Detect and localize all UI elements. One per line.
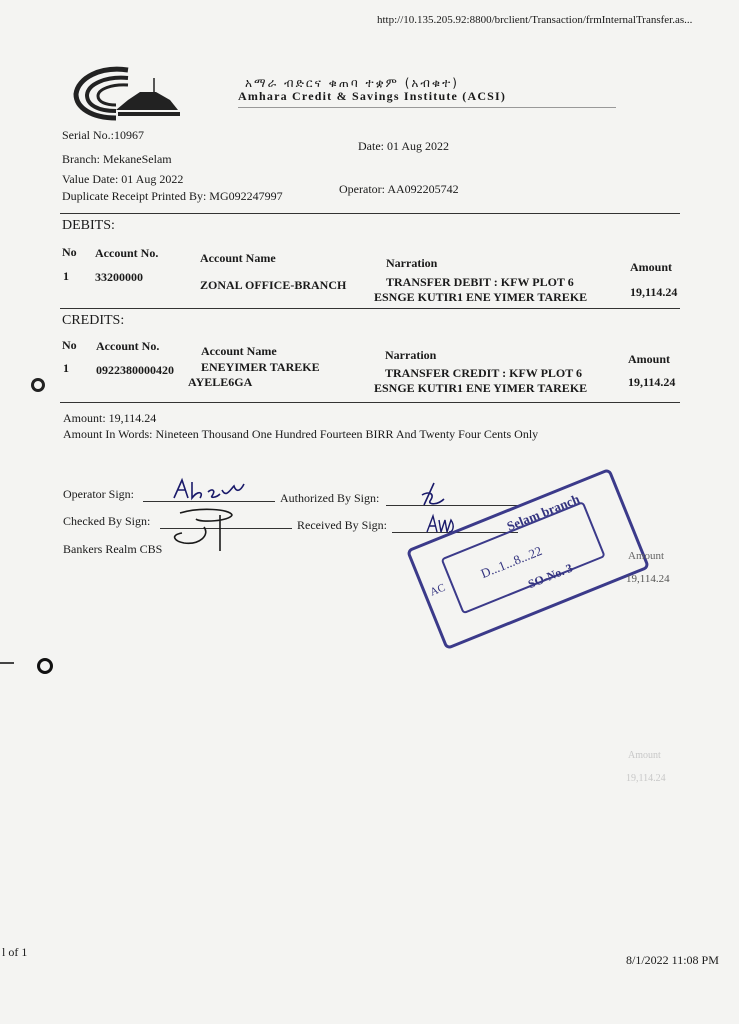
duplicate-printed-by: Duplicate Receipt Printed By: MG092247997: [62, 189, 283, 203]
credits-title: CREDITS:: [62, 313, 125, 328]
credit-row-account-name-line2: AYELE6GA: [188, 375, 253, 389]
authorized-sign-label: Authorized By Sign:: [280, 491, 380, 505]
header-divider: [238, 107, 616, 108]
debits-col-amount: Amount: [630, 260, 673, 274]
debits-col-no: No: [62, 245, 77, 259]
print-timestamp: 8/1/2022 11:08 PM: [626, 953, 719, 967]
browser-url: http://10.135.205.92:8800/brclient/Transaction/frmInternalTransfer.as...: [377, 14, 693, 26]
credit-row-account-no: 0922380000420: [96, 363, 174, 377]
checked-signature: [160, 505, 240, 553]
page-count: l of 1: [2, 945, 28, 959]
stamp-branch-text: Selam branch: [504, 491, 582, 534]
authorized-sign-line: [386, 505, 518, 506]
stamp-date-text: D...1...8...22: [478, 542, 545, 582]
credits-col-narration: Narration: [385, 348, 437, 362]
serial-number: Serial No.:10967: [62, 128, 144, 142]
bleed-amount-label: Amount: [628, 550, 665, 562]
org-name-english: Amhara Credit & Savings Institute (ACSI): [238, 89, 507, 103]
credit-row-amount: 19,114.24: [628, 375, 676, 389]
debits-title: DEBITS:: [62, 218, 115, 233]
authorized-signature: [418, 481, 448, 509]
edge-dash-mark: [0, 662, 14, 664]
credit-row-narration-line1: TRANSFER CREDIT : KFW PLOT 6: [385, 366, 583, 380]
debit-row-narration-line2: ESNGE KUTIR1 ENE YIMER TAREKE: [374, 290, 588, 304]
credit-row-account-name-line1: ENEYIMER TAREKE: [201, 360, 320, 374]
debits-col-narration: Narration: [386, 256, 438, 270]
debits-col-account-no: Account No.: [95, 246, 159, 260]
checked-sign-label: Checked By Sign:: [63, 514, 151, 528]
debit-row-no: 1: [63, 269, 69, 283]
credit-row-narration-line2: ESNGE KUTIR1 ENE YIMER TAREKE: [374, 381, 588, 395]
credit-row-no: 1: [63, 361, 69, 375]
system-name: Bankers Realm CBS: [63, 542, 163, 556]
operator-sign-label: Operator Sign:: [63, 487, 134, 501]
value-date: Value Date: 01 Aug 2022: [62, 172, 184, 186]
acsi-logo-icon: [70, 64, 190, 122]
debits-col-account-name: Account Name: [200, 251, 276, 265]
bleed-amount-label-2: Amount: [628, 750, 661, 761]
debit-row-amount: 19,114.24: [630, 285, 678, 299]
branch: Branch: MekaneSelam: [62, 152, 172, 166]
credits-top-rule: [60, 308, 680, 309]
operator-id: Operator: AA092205742: [339, 182, 459, 196]
debit-row-account-no: 33200000: [95, 270, 143, 284]
total-amount: Amount: 19,114.24: [63, 411, 157, 425]
amount-in-words: Amount In Words: Nineteen Thousand One Hundred Fourteen BIRR And Twenty Four Cents Only: [63, 427, 539, 441]
debit-row-account-name: ZONAL OFFICE-BRANCH: [200, 278, 347, 292]
credits-col-account-no: Account No.: [96, 339, 160, 353]
bleed-amount-value: 19,114.24: [626, 573, 670, 585]
debits-top-rule: [60, 213, 680, 214]
credits-col-no: No: [62, 338, 77, 352]
credits-bottom-rule: [60, 402, 680, 403]
received-sign-label: Received By Sign:: [297, 518, 387, 532]
stamp-prefix-text: AC: [428, 581, 448, 599]
punch-hole-mark: [31, 378, 45, 392]
debit-row-narration-line1: TRANSFER DEBIT : KFW PLOT 6: [386, 275, 574, 289]
receipt-date: Date: 01 Aug 2022: [358, 139, 449, 153]
credits-col-amount: Amount: [628, 352, 671, 366]
stamp-serial-text: SO-No. 3: [526, 560, 575, 592]
bleed-amount-value-2: 19,114.24: [626, 773, 666, 784]
credits-col-account-name: Account Name: [201, 344, 277, 358]
org-name-amharic: አማራ ብድርና ቁጠባ ተቋም (አብቁተ): [245, 76, 459, 90]
operator-signature: [170, 476, 250, 502]
ring-mark: [37, 658, 53, 674]
